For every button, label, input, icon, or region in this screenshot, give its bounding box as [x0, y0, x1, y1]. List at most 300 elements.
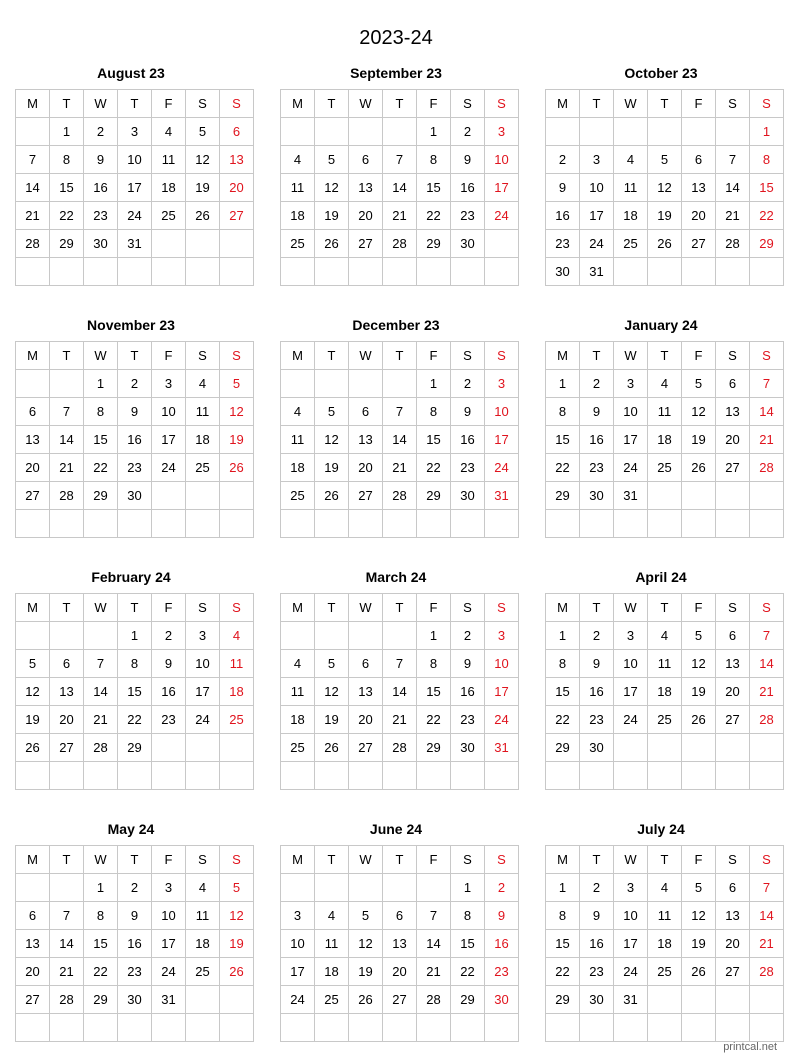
- week-row: [546, 146, 784, 174]
- weekday-header: T: [648, 342, 682, 370]
- day-cell: [682, 734, 716, 762]
- weekday-header: W: [349, 594, 383, 622]
- day-cell: 27: [716, 454, 750, 482]
- weekday-header: T: [315, 846, 349, 874]
- day-cell: 17: [485, 678, 519, 706]
- day-cell: 28: [716, 230, 750, 258]
- week-row: [546, 370, 784, 398]
- day-cell: 3: [118, 118, 152, 146]
- weekday-header: T: [118, 342, 152, 370]
- weekday-header: F: [152, 846, 186, 874]
- day-cell: 23: [451, 202, 485, 230]
- week-row: [546, 510, 784, 538]
- weekday-header: T: [383, 342, 417, 370]
- day-cell: 3: [485, 370, 519, 398]
- day-cell: 27: [716, 958, 750, 986]
- week-row: [16, 930, 254, 958]
- day-cell: 18: [281, 706, 315, 734]
- day-cell: 31: [614, 986, 648, 1014]
- day-cell: 28: [750, 454, 784, 482]
- day-cell: [281, 874, 315, 902]
- day-cell: [281, 510, 315, 538]
- day-cell: 5: [682, 622, 716, 650]
- day-cell: 1: [546, 370, 580, 398]
- day-cell: 24: [485, 706, 519, 734]
- weekday-header: S: [716, 90, 750, 118]
- day-cell: 14: [84, 678, 118, 706]
- weekday-header: S: [716, 846, 750, 874]
- day-cell: 6: [16, 902, 50, 930]
- week-row: [281, 118, 519, 146]
- weekday-header: W: [349, 846, 383, 874]
- day-cell: 24: [580, 230, 614, 258]
- weekday-header: S: [220, 90, 254, 118]
- day-cell: 6: [716, 622, 750, 650]
- week-row: [546, 762, 784, 790]
- month-calendar: [280, 65, 512, 286]
- day-cell: [648, 482, 682, 510]
- weekday-header: W: [349, 342, 383, 370]
- day-cell: 11: [186, 398, 220, 426]
- week-row: [546, 650, 784, 678]
- day-cell: [750, 734, 784, 762]
- day-cell: 16: [580, 426, 614, 454]
- day-cell: 13: [716, 650, 750, 678]
- weekday-header: W: [614, 846, 648, 874]
- day-cell: [220, 482, 254, 510]
- day-cell: 10: [152, 902, 186, 930]
- day-cell: 14: [716, 174, 750, 202]
- day-cell: [750, 482, 784, 510]
- day-cell: 30: [84, 230, 118, 258]
- day-cell: [349, 874, 383, 902]
- day-cell: 1: [118, 622, 152, 650]
- day-cell: 11: [152, 146, 186, 174]
- day-cell: [152, 258, 186, 286]
- day-cell: 13: [16, 930, 50, 958]
- day-cell: [648, 986, 682, 1014]
- day-cell: 12: [186, 146, 220, 174]
- month-calendar: [545, 317, 777, 538]
- day-cell: [315, 370, 349, 398]
- week-row: [281, 986, 519, 1014]
- day-cell: 20: [349, 706, 383, 734]
- day-cell: [118, 258, 152, 286]
- day-cell: 19: [315, 202, 349, 230]
- weekday-header: F: [682, 846, 716, 874]
- weekday-header-row: [281, 594, 519, 622]
- day-cell: 14: [750, 398, 784, 426]
- weekday-header: M: [16, 594, 50, 622]
- day-cell: 13: [716, 902, 750, 930]
- day-cell: 26: [682, 454, 716, 482]
- day-cell: 26: [315, 482, 349, 510]
- day-cell: 19: [315, 706, 349, 734]
- day-cell: 17: [614, 678, 648, 706]
- weekday-header: S: [485, 90, 519, 118]
- weekday-header: S: [750, 342, 784, 370]
- weekday-header: M: [16, 90, 50, 118]
- week-row: [281, 874, 519, 902]
- day-cell: 30: [580, 482, 614, 510]
- day-cell: 16: [580, 930, 614, 958]
- week-row: [546, 1014, 784, 1042]
- day-cell: 23: [580, 706, 614, 734]
- week-row: [546, 174, 784, 202]
- day-cell: [220, 762, 254, 790]
- weekday-header: S: [186, 594, 220, 622]
- day-cell: 10: [152, 398, 186, 426]
- day-cell: 17: [186, 678, 220, 706]
- day-cell: 1: [417, 118, 451, 146]
- day-cell: 30: [580, 734, 614, 762]
- day-cell: [118, 1014, 152, 1042]
- day-cell: 8: [417, 146, 451, 174]
- day-cell: [682, 482, 716, 510]
- day-cell: [186, 986, 220, 1014]
- day-cell: 27: [50, 734, 84, 762]
- day-cell: 24: [614, 706, 648, 734]
- day-cell: 2: [546, 146, 580, 174]
- day-cell: 7: [383, 398, 417, 426]
- weekday-header: F: [417, 846, 451, 874]
- day-cell: [349, 762, 383, 790]
- day-cell: [580, 510, 614, 538]
- day-cell: 3: [152, 874, 186, 902]
- day-cell: [349, 258, 383, 286]
- week-row: [16, 650, 254, 678]
- weekday-header: M: [546, 594, 580, 622]
- day-cell: 19: [682, 678, 716, 706]
- weekday-header: M: [546, 90, 580, 118]
- day-cell: 29: [750, 230, 784, 258]
- day-cell: 4: [220, 622, 254, 650]
- day-cell: [315, 762, 349, 790]
- day-cell: [152, 510, 186, 538]
- day-cell: 4: [152, 118, 186, 146]
- month-table: [545, 341, 784, 538]
- day-cell: [716, 482, 750, 510]
- week-row: [281, 678, 519, 706]
- day-cell: 9: [580, 902, 614, 930]
- weekday-header: T: [648, 846, 682, 874]
- day-cell: 21: [50, 958, 84, 986]
- day-cell: 14: [750, 902, 784, 930]
- month-name: January 24: [624, 317, 698, 333]
- week-row: [16, 762, 254, 790]
- day-cell: 1: [84, 874, 118, 902]
- day-cell: 15: [546, 930, 580, 958]
- day-cell: 11: [186, 902, 220, 930]
- day-cell: 21: [50, 454, 84, 482]
- day-cell: 15: [417, 426, 451, 454]
- week-row: [546, 258, 784, 286]
- day-cell: 17: [614, 930, 648, 958]
- week-row: [16, 622, 254, 650]
- day-cell: 10: [485, 398, 519, 426]
- day-cell: 25: [186, 454, 220, 482]
- day-cell: 11: [281, 174, 315, 202]
- calendar-title: 2023-24: [359, 27, 433, 49]
- week-row: [16, 986, 254, 1014]
- day-cell: 12: [648, 174, 682, 202]
- day-cell: 12: [682, 650, 716, 678]
- weekday-header: S: [186, 342, 220, 370]
- month-table: [545, 593, 784, 790]
- weekday-header: T: [580, 594, 614, 622]
- weekday-header: F: [682, 594, 716, 622]
- weekday-header: F: [152, 594, 186, 622]
- day-cell: [50, 510, 84, 538]
- day-cell: 7: [417, 902, 451, 930]
- week-row: [16, 398, 254, 426]
- day-cell: [281, 118, 315, 146]
- weekday-header: F: [417, 594, 451, 622]
- day-cell: 24: [152, 958, 186, 986]
- day-cell: 2: [580, 370, 614, 398]
- day-cell: 1: [750, 118, 784, 146]
- day-cell: 23: [485, 958, 519, 986]
- day-cell: 7: [383, 650, 417, 678]
- weekday-header: F: [152, 90, 186, 118]
- day-cell: 3: [614, 874, 648, 902]
- day-cell: [546, 762, 580, 790]
- day-cell: 22: [118, 706, 152, 734]
- weekday-header: T: [648, 594, 682, 622]
- day-cell: 16: [451, 678, 485, 706]
- day-cell: [682, 510, 716, 538]
- day-cell: 19: [682, 930, 716, 958]
- week-row: [16, 370, 254, 398]
- month-calendar: [545, 65, 777, 286]
- weekday-header: S: [750, 846, 784, 874]
- day-cell: 27: [682, 230, 716, 258]
- day-cell: [220, 230, 254, 258]
- day-cell: [417, 762, 451, 790]
- week-row: [281, 202, 519, 230]
- day-cell: 5: [220, 370, 254, 398]
- day-cell: 18: [315, 958, 349, 986]
- day-cell: [315, 622, 349, 650]
- day-cell: 26: [220, 454, 254, 482]
- weekday-header: T: [118, 846, 152, 874]
- weekday-header: T: [50, 846, 84, 874]
- day-cell: 18: [281, 202, 315, 230]
- day-cell: 8: [546, 398, 580, 426]
- day-cell: [118, 510, 152, 538]
- day-cell: [648, 1014, 682, 1042]
- day-cell: 19: [16, 706, 50, 734]
- day-cell: [152, 482, 186, 510]
- week-row: [281, 650, 519, 678]
- weekday-header: W: [84, 90, 118, 118]
- day-cell: 15: [118, 678, 152, 706]
- day-cell: 3: [186, 622, 220, 650]
- day-cell: 10: [118, 146, 152, 174]
- day-cell: 28: [383, 230, 417, 258]
- day-cell: 26: [186, 202, 220, 230]
- day-cell: 12: [315, 678, 349, 706]
- day-cell: [186, 734, 220, 762]
- week-row: [16, 230, 254, 258]
- week-row: [281, 762, 519, 790]
- day-cell: [383, 118, 417, 146]
- day-cell: 6: [349, 650, 383, 678]
- day-cell: 22: [50, 202, 84, 230]
- day-cell: 15: [750, 174, 784, 202]
- day-cell: 29: [84, 986, 118, 1014]
- day-cell: 9: [485, 902, 519, 930]
- day-cell: 31: [118, 230, 152, 258]
- day-cell: 8: [84, 902, 118, 930]
- day-cell: 10: [186, 650, 220, 678]
- weekday-header: M: [16, 846, 50, 874]
- day-cell: [16, 1014, 50, 1042]
- day-cell: 28: [417, 986, 451, 1014]
- day-cell: 23: [580, 454, 614, 482]
- day-cell: 14: [50, 426, 84, 454]
- day-cell: [750, 510, 784, 538]
- day-cell: 3: [485, 118, 519, 146]
- week-row: [16, 118, 254, 146]
- weekday-header: M: [546, 342, 580, 370]
- weekday-header: S: [186, 90, 220, 118]
- day-cell: 11: [315, 930, 349, 958]
- day-cell: 23: [84, 202, 118, 230]
- day-cell: 19: [315, 454, 349, 482]
- day-cell: 9: [580, 398, 614, 426]
- week-row: [16, 174, 254, 202]
- day-cell: 12: [220, 398, 254, 426]
- day-cell: 3: [614, 622, 648, 650]
- weekday-header-row: [546, 594, 784, 622]
- day-cell: 27: [16, 482, 50, 510]
- weekday-header-row: [16, 90, 254, 118]
- weekday-header: T: [118, 90, 152, 118]
- day-cell: 15: [50, 174, 84, 202]
- day-cell: 4: [648, 874, 682, 902]
- day-cell: 16: [451, 426, 485, 454]
- day-cell: 27: [220, 202, 254, 230]
- day-cell: [220, 734, 254, 762]
- day-cell: 7: [50, 398, 84, 426]
- week-row: [16, 874, 254, 902]
- day-cell: 25: [281, 734, 315, 762]
- day-cell: 4: [648, 622, 682, 650]
- day-cell: [220, 258, 254, 286]
- day-cell: 12: [682, 398, 716, 426]
- month-calendar: [280, 317, 512, 538]
- day-cell: 29: [417, 482, 451, 510]
- day-cell: 18: [648, 426, 682, 454]
- weekday-header-row: [16, 594, 254, 622]
- day-cell: [383, 874, 417, 902]
- day-cell: [118, 762, 152, 790]
- week-row: [281, 258, 519, 286]
- day-cell: 13: [349, 174, 383, 202]
- day-cell: 2: [118, 370, 152, 398]
- day-cell: 18: [648, 930, 682, 958]
- month-calendar: [15, 317, 247, 538]
- day-cell: 20: [716, 930, 750, 958]
- weekday-header: F: [417, 90, 451, 118]
- day-cell: 1: [50, 118, 84, 146]
- day-cell: 30: [485, 986, 519, 1014]
- week-row: [16, 678, 254, 706]
- day-cell: 1: [417, 622, 451, 650]
- day-cell: 24: [485, 202, 519, 230]
- day-cell: 22: [417, 706, 451, 734]
- day-cell: [750, 762, 784, 790]
- month-name: March 24: [365, 569, 427, 585]
- day-cell: 21: [84, 706, 118, 734]
- day-cell: 3: [580, 146, 614, 174]
- month-table: [15, 593, 254, 790]
- day-cell: 20: [349, 454, 383, 482]
- day-cell: [315, 258, 349, 286]
- day-cell: 21: [750, 678, 784, 706]
- day-cell: 24: [118, 202, 152, 230]
- weekday-header: T: [648, 90, 682, 118]
- week-row: [546, 398, 784, 426]
- weekday-header: S: [750, 594, 784, 622]
- day-cell: 13: [16, 426, 50, 454]
- day-cell: [614, 258, 648, 286]
- day-cell: 16: [84, 174, 118, 202]
- day-cell: 27: [349, 482, 383, 510]
- week-row: [546, 958, 784, 986]
- day-cell: [580, 762, 614, 790]
- day-cell: [50, 370, 84, 398]
- day-cell: 25: [186, 958, 220, 986]
- day-cell: 26: [16, 734, 50, 762]
- week-row: [16, 1014, 254, 1042]
- month-name: December 23: [352, 317, 440, 333]
- week-row: [546, 118, 784, 146]
- day-cell: 26: [682, 958, 716, 986]
- day-cell: 9: [152, 650, 186, 678]
- day-cell: 19: [682, 426, 716, 454]
- week-row: [281, 510, 519, 538]
- day-cell: 23: [118, 958, 152, 986]
- day-cell: 8: [750, 146, 784, 174]
- month-table: [545, 89, 784, 286]
- day-cell: [648, 258, 682, 286]
- week-row: [16, 706, 254, 734]
- day-cell: 8: [546, 902, 580, 930]
- day-cell: 8: [451, 902, 485, 930]
- day-cell: 25: [648, 454, 682, 482]
- weekday-header: M: [546, 846, 580, 874]
- day-cell: 7: [750, 370, 784, 398]
- month-table: [280, 341, 519, 538]
- weekday-header-row: [281, 342, 519, 370]
- day-cell: [451, 258, 485, 286]
- week-row: [546, 986, 784, 1014]
- day-cell: 20: [16, 454, 50, 482]
- day-cell: 5: [220, 874, 254, 902]
- day-cell: 26: [315, 734, 349, 762]
- weekday-header: F: [682, 90, 716, 118]
- day-cell: [485, 762, 519, 790]
- day-cell: [186, 1014, 220, 1042]
- weekday-header-row: [281, 846, 519, 874]
- day-cell: [485, 1014, 519, 1042]
- day-cell: [16, 258, 50, 286]
- day-cell: [315, 1014, 349, 1042]
- month-calendar: [280, 569, 512, 790]
- day-cell: 16: [485, 930, 519, 958]
